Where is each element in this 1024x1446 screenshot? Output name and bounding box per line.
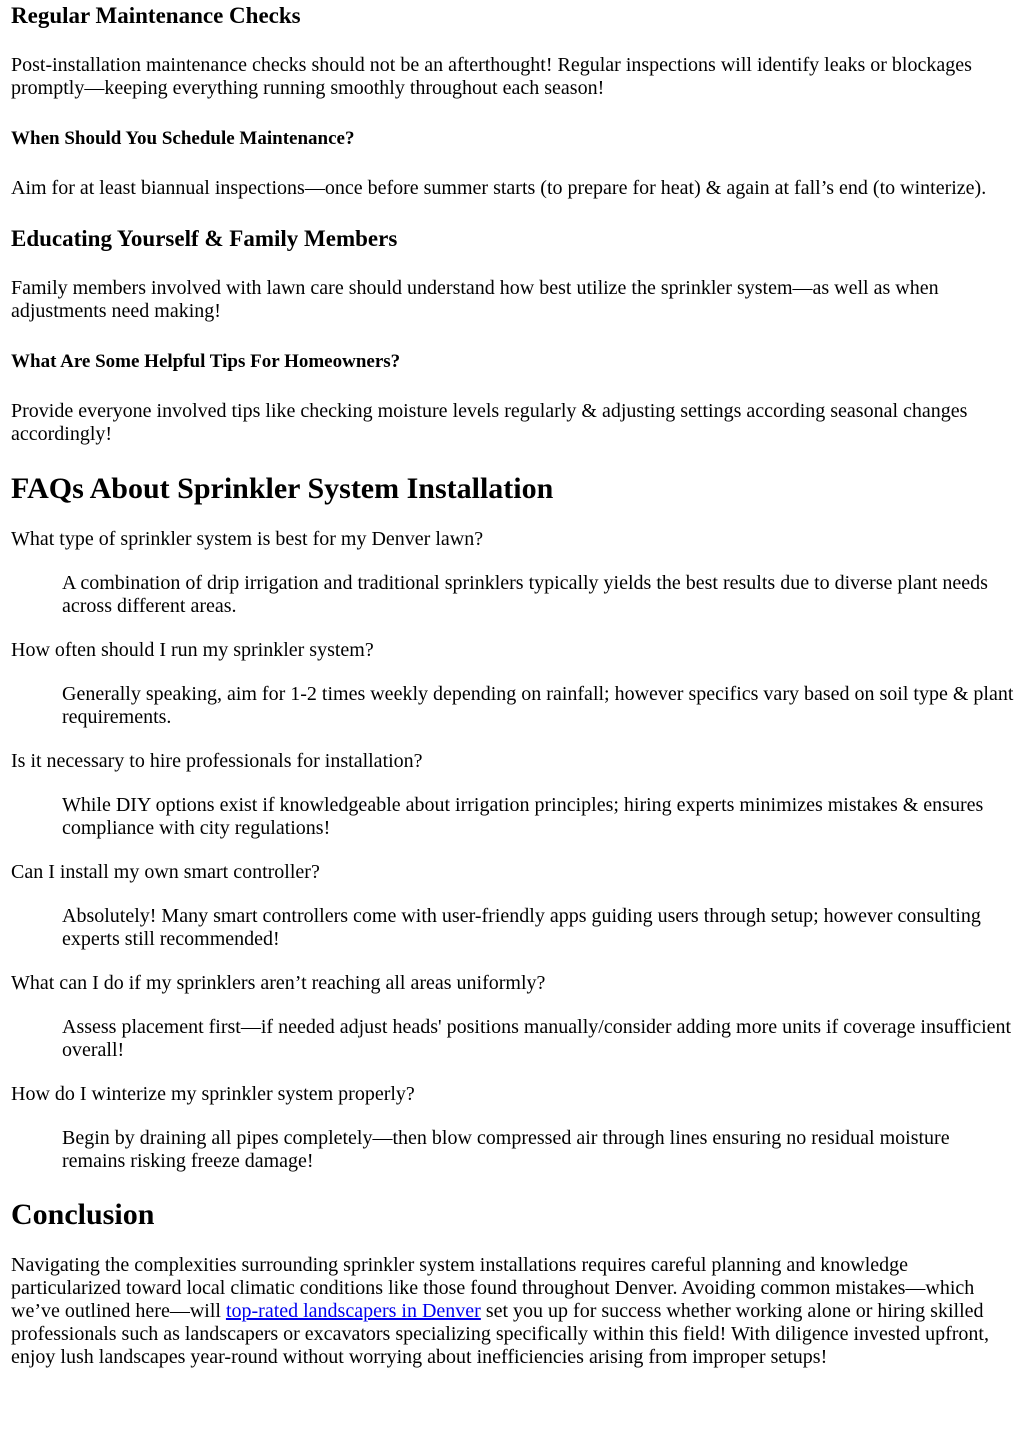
paragraph-maintenance: Post-installation maintenance checks should not be an afterthought! Regular inspections will identify leaks or blockages promptly—keeping everything running smoothly throughout each season! (11, 54, 972, 99)
faq-question: Can I install my own smart controller? (11, 861, 320, 883)
faq-question: How do I winterize my sprinkler system properly? (11, 1083, 415, 1105)
paragraph-helpful-tips: Provide everyone involved tips like checking moisture levels regularly & adjusting settings according seasonal changes accordingly! (11, 400, 968, 445)
faq-question: Is it necessary to hire professionals for installation? (11, 750, 423, 772)
conclusion-text-before: Navigating the complexities surrounding sprinkler system installations requires careful planning and knowledge particularized toward local climatic conditions like those found throughout Denver. Avoiding common mistakes—which we’ve outlined here—will (11, 1254, 975, 1322)
faq-list (11, 528, 1014, 1173)
subheading-helpful-tips: What Are Some Helpful Tips For Homeowners? (11, 351, 401, 372)
landscapers-link[interactable]: top-rated landscapers in Denver (225, 1300, 481, 1322)
faq-heading: FAQs About Sprinkler System Installation (11, 472, 554, 505)
faq-question: What type of sprinkler system is best for my Denver lawn? (11, 528, 484, 550)
faq-answer: Absolutely! Many smart controllers come with user-friendly apps guiding users through setup; however consulting experts still recommended! (62, 905, 981, 950)
paragraph-educating: Family members involved with lawn care should understand how best utilize the sprinkler system—as well as when adjustments need making! (11, 277, 939, 322)
section-heading-maintenance: Regular Maintenance Checks (11, 3, 301, 28)
paragraph-schedule-maintenance: Aim for at least biannual inspections—once before summer starts (to prepare for heat) & again at fall’s end (to winterize). (11, 177, 987, 199)
article-content (0, 3, 1024, 1369)
faq-question: How often should I run my sprinkler system? (11, 639, 374, 661)
faq-question: What can I do if my sprinklers aren’t reaching all areas uniformly? (11, 972, 546, 994)
faq-answer: While DIY options exist if knowledgeable about irrigation principles; hiring experts minimizes mistakes & ensures compliance with city regulations! (62, 794, 984, 839)
faq-answer: Generally speaking, aim for 1-2 times weekly depending on rainfall; however specifics vary based on soil type & plant requirements. (62, 683, 1014, 728)
conclusion-paragraph (11, 1254, 1014, 1369)
faq-answer: A combination of drip irrigation and traditional sprinklers typically yields the best results due to diverse plant needs across different areas. (62, 572, 988, 617)
conclusion-text-after: set you up for success whether working alone or hiring skilled professionals such as landscapers or excavators specializing specifically within this field! With diligence invested upfront, enjoy lush landscapes year-round without worrying about inefficiencies arising from improper setups! (11, 1300, 989, 1368)
conclusion-heading: Conclusion (11, 1198, 155, 1231)
subheading-schedule-maintenance: When Should You Schedule Maintenance? (11, 128, 355, 149)
faq-answer: Begin by draining all pipes completely—then blow compressed air through lines ensuring no residual moisture remains risking freeze damage! (62, 1127, 950, 1172)
section-heading-educating: Educating Yourself & Family Members (11, 226, 398, 251)
faq-answer: Assess placement first—if needed adjust heads' positions manually/consider adding more units if coverage insufficient overall! (62, 1016, 1012, 1061)
